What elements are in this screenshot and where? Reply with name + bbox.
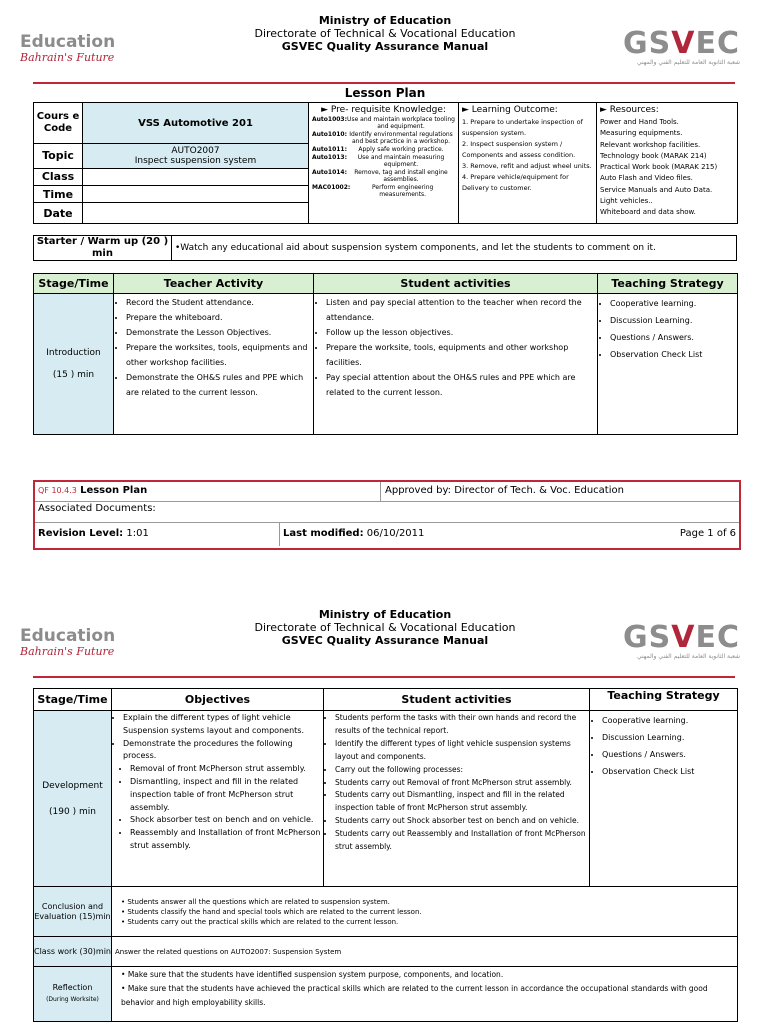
resources-cell: ► Resources: Power and Hand Tools. Measuring equipments. Relevant workshop facilities. Technology book (MARAK 214) Practical Work book (MARAK 215) Auto Flash and Video files. Service Manuals and Auto Data. Light vehicles.. Whiteboard and data show. [597, 103, 738, 224]
strategy-item: • Questions / Answers. [610, 329, 735, 346]
course-code-label: Cours e Code [34, 103, 83, 144]
topic-value: AUTO2007 Inspect suspension system [83, 144, 309, 169]
header-teacher-activity: Teacher Activity [114, 274, 314, 294]
directorate-title: Directorate of Technical & Vocational Education [254, 27, 516, 40]
manual-title: GSVEC Quality Assurance Manual [281, 40, 489, 53]
prereq-item: Auto1003: Use and maintain workplace tooling and equipment. [312, 116, 455, 130]
objective-sub-item: • Reassembly and Installation of front McPherson strut assembly. [130, 827, 321, 853]
resource-item: Practical Work book (MARAK 215) [600, 163, 718, 172]
objective-sub-item: • Shock absorber test on bench and on vehicle. [130, 814, 321, 827]
header2-teaching-strategy: Teaching Strategy [590, 689, 738, 711]
stage-classwork: Class work (30)min [34, 937, 112, 967]
objective-sub-item: • Dismantling, inspect and fill in the related inspection table of front McPherson strut assembly. [130, 776, 321, 814]
outcome-item: 2. Inspect suspension system / Components and assess condition. [462, 140, 576, 159]
reflection-item: • Make sure that the students have identified suspension system purpose, components, and location. [121, 970, 504, 979]
outcome-cell: ► Learning Outcome: 1. Prepare to undertake inspection of suspension system. 2. Inspect suspension system / Components and assess condition. 3. Remove, refit and adjust wheel units. 4. Prepare vehicle/equipment for Delivery to customer. [459, 103, 597, 224]
dev-student-cell [324, 711, 590, 887]
outcome-item: 1. Prepare to undertake inspection of suspension system. [462, 118, 583, 137]
dev-student-item: • Students perform the tasks with their own hands and record the results of the technical report. [335, 712, 587, 738]
stage-introduction: Introduction (15 ) min [34, 294, 114, 435]
header-teaching-strategy: Teaching Strategy [598, 274, 738, 294]
resource-item: Service Manuals and Auto Data. [600, 185, 713, 194]
header-titles-2: Ministry of Education Directorate of Technical & Vocational Education GSVEC Quality Assurance Manual [254, 608, 516, 647]
page1-footer [33, 480, 741, 550]
header2-objectives: Objectives [112, 689, 324, 711]
conclusion-item: • Students carry out the practical skills which are related to the current lesson. [121, 917, 399, 926]
teacher-activity-item: • Prepare the whiteboard. [126, 310, 311, 325]
header2-student-activities: Student activities [324, 689, 590, 711]
lesson-plan-title: Lesson Plan [344, 86, 426, 100]
dev-student-item: • Students carry out Dismantling, inspect and fill in the related inspection table of front McPherson strut assembly. [335, 789, 587, 815]
time-label: Time [34, 186, 83, 203]
dev-strategy-item: • Cooperative learning. [602, 712, 735, 729]
student-activity-item: • Listen and pay special attention to the teacher when record the attendance. [326, 295, 595, 325]
outcome-item: 3. Remove, refit and adjust wheel units. [462, 162, 592, 170]
objective-sub-item: • Removal of front McPherson strut assembly. [130, 763, 321, 776]
dev-student-item: • Carry out the following processes: [335, 764, 587, 777]
gsvec-logo-2: GSVEC شعبة الثانوية العامة للتعليم الفني والمهني [623, 620, 740, 660]
reflection-cell [112, 967, 738, 1022]
strategy-item: • Discussion Learning. [610, 312, 735, 329]
introduction-table [33, 273, 738, 435]
header2-stage-time: Stage/Time [34, 689, 112, 711]
strategy-item: • Observation Check List [610, 346, 735, 363]
dev-student-item: • Students carry out Reassembly and Installation of front McPherson strut assembly. [335, 828, 587, 854]
classwork-cell: Answer the related questions on AUTO2007: Suspension System [112, 937, 738, 967]
page2-header [0, 608, 768, 678]
resources-list [600, 117, 734, 219]
conclusion-item: • Students answer all the questions which are related to suspension system. [121, 897, 390, 906]
objectives-cell [112, 711, 324, 887]
strategy-item: • Cooperative learning. [610, 295, 735, 312]
header-divider [33, 82, 735, 84]
resource-item: Measuring equipments. [600, 129, 683, 138]
date-label: Date [34, 203, 83, 224]
student-activity-cell [314, 294, 598, 435]
resource-item: Auto Flash and Video files. [600, 174, 693, 183]
class-value[interactable] [83, 168, 309, 185]
prereq-list [312, 116, 455, 198]
dev-strategy-item: • Discussion Learning. [602, 729, 735, 746]
starter-table [33, 235, 737, 261]
resource-item: Relevant workshop facilities. [600, 140, 701, 149]
conclusion-cell [112, 887, 738, 937]
prereq-item: Auto1010: Identify environmental regulations and best practice in a workshop. [312, 131, 453, 145]
resource-item: Whiteboard and data show. [600, 208, 696, 217]
qf-code: QF 10.4.3 [38, 486, 77, 495]
topic-label: Topic [34, 144, 83, 169]
teacher-activity-item: • Demonstrate the Lesson Objectives. [126, 325, 311, 340]
dev-student-item: • Students carry out Shock absorber test on bench and on vehicle. [335, 815, 587, 828]
last-modified: Last modified: 06/10/2011 [283, 528, 425, 539]
prereq-item: Auto1014: Remove, tag and install engine assemblies. [312, 169, 448, 183]
student-activity-item: • Prepare the worksite, tools, equipments and other workshop facilities. [326, 340, 595, 370]
page1-header [0, 14, 768, 84]
revision-level: Revision Level: 1:01 [38, 528, 149, 539]
stage-reflection: Reflection (During Worksite) [34, 967, 112, 1022]
page-number: Page 1 of 6 [679, 528, 736, 539]
header-stage-time: Stage/Time [34, 274, 114, 294]
dev-strategy-item: • Questions / Answers. [602, 746, 735, 763]
development-table [33, 688, 738, 1022]
starter-label: Starter / Warm up (20 ) min [34, 236, 172, 261]
resource-item: Technology book (MARAK 214) [600, 151, 707, 160]
dev-student-item: • Students carry out Removal of front McPherson strut assembly. [335, 777, 587, 790]
objective-item: • Demonstrate the procedures the following process. [123, 738, 321, 764]
conclusion-item: • Students classify the hand and special tools which are related to the current lesson. [121, 907, 422, 916]
header-divider-2 [33, 676, 735, 678]
dev-strategy-cell [590, 711, 738, 887]
ministry-title: Ministry of Education [318, 14, 452, 27]
dev-strategy-item: • Observation Check List [602, 763, 735, 780]
approved-by: Approved by: Director of Tech. & Voc. Education [385, 485, 624, 496]
prereq-item: Auto1013: Use and maintain measuring equipment. [312, 154, 445, 168]
strategy-cell [598, 294, 738, 435]
header-titles [220, 14, 550, 53]
education-logo-2: Education Bahrain's Future [20, 626, 116, 658]
objective-item: • Explain the different types of light vehicle Suspension systems layout and components. [123, 712, 321, 738]
prereq-item: Auto1011: Apply safe working practice. [312, 146, 444, 153]
student-activity-item: • Follow up the lesson objectives. [326, 325, 595, 340]
date-value[interactable] [83, 203, 309, 224]
education-logo: Education Bahrain's Future [20, 32, 116, 64]
student-activity-item: • Pay special attention about the OH&S rules and PPE which are related to the current lesson. [326, 370, 595, 400]
header-student-activities: Student activities [314, 274, 598, 294]
gsvec-logo: GSVEC شعبة الثانوية العامة للتعليم الفني والمهني [623, 26, 740, 66]
class-label: Class [34, 168, 83, 185]
resource-item: Light vehicles.. [600, 197, 653, 206]
outcome-item: 4. Prepare vehicle/equipment for Delivery to customer. [462, 173, 569, 192]
associated-docs: Associated Documents: [38, 503, 156, 514]
course-code-value: VSS Automotive 201 [83, 103, 309, 144]
reflection-item: • Make sure that the students have achieved the practical skills which are related to the current lesson in accordance the occupational standards with good behavior and high employability skills. [121, 984, 708, 1007]
time-value[interactable] [83, 186, 309, 203]
outcome-list [462, 117, 593, 194]
resource-item: Power and Hand Tools. [600, 118, 679, 126]
teacher-activity-item: • Record the Student attendance. [126, 295, 311, 310]
footer-title: Lesson Plan [80, 485, 148, 496]
prereq-item: MAC01002: Perform engineering measurements. [312, 184, 434, 198]
prereq-cell: ► Pre- requisite Knowledge: Auto1003: Use and maintain workplace tooling and equipment. Auto1010: Identify environmental regulations and best practice in a workshop. Auto1011: Apply safe working practice. Auto1013: Use and maintain measuring equipment. Auto1014: Remove, tag and install engine assemblies. MAC01002: Perform engineering measurements. [309, 103, 459, 224]
stage-development: Development (190 ) min [34, 711, 112, 887]
lesson-info-table [33, 102, 738, 224]
starter-text: •Watch any educational aid about suspension system components, and let the students to comment on it. [172, 236, 737, 261]
teacher-activity-item: • Prepare the worksites, tools, equipments and other workshop facilities. [126, 340, 311, 370]
stage-conclusion: Conclusion and Evaluation (15)min [34, 887, 112, 937]
teacher-activity-cell [114, 294, 314, 435]
teacher-activity-item: • Demonstrate the OH&S rules and PPE which are related to the current lesson. [126, 370, 311, 400]
dev-student-item: • Identify the different types of light vehicle suspension systems layout and components. [335, 738, 587, 764]
